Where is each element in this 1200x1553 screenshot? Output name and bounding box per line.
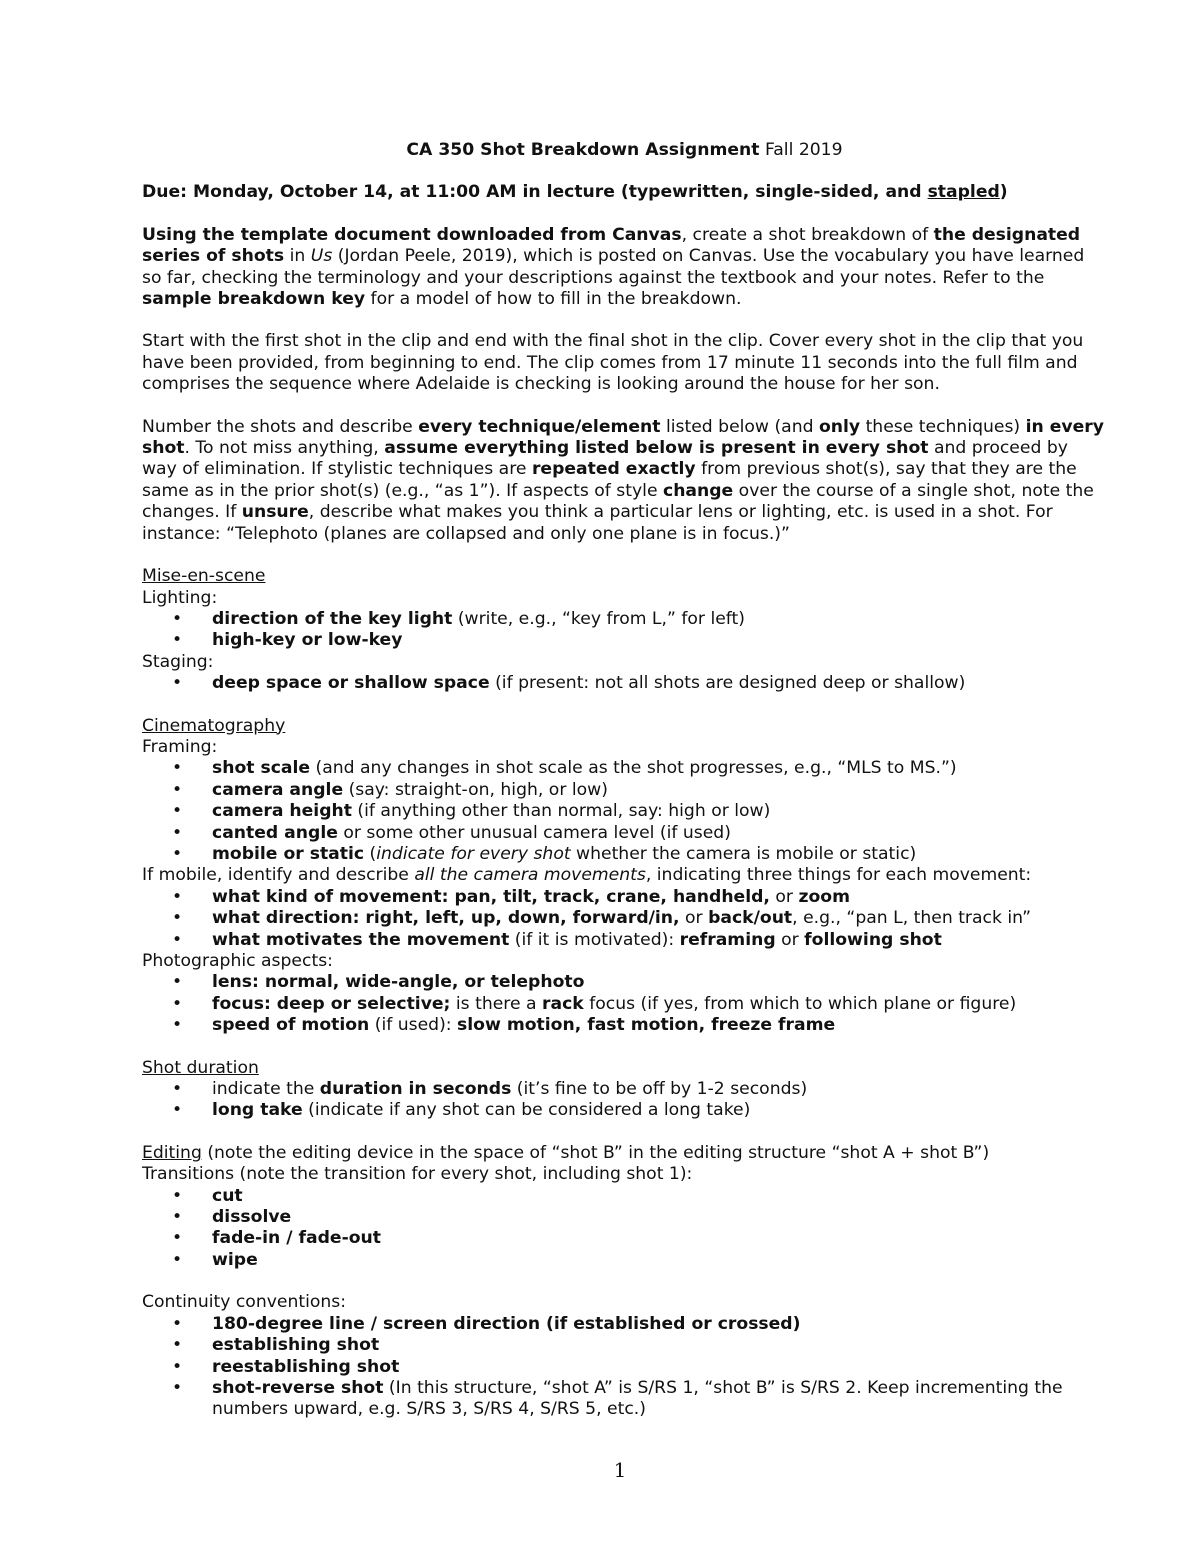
p1-t3: (Jordan Peele, 2019), which is posted on Canvas. Use the vocabulary you have learned so far, checking the terminology and your descriptions against the textbook and your notes. Refer to the: [142, 246, 1085, 288]
list-item: [142, 1015, 1107, 1036]
item-bold: deep space or shallow space: [212, 673, 490, 694]
item-text: (if used):: [369, 1015, 458, 1036]
list-item: [142, 1207, 1107, 1228]
item-bold: establishing shot: [212, 1335, 380, 1356]
bullet-icon: •: [172, 886, 183, 907]
list-item: [142, 1335, 1107, 1356]
item-bold: camera height: [212, 801, 352, 822]
bullet-icon: •: [172, 1249, 183, 1270]
bullet-icon: •: [172, 972, 183, 993]
item-bold: camera angle: [212, 779, 344, 800]
mobile-label: [142, 865, 1107, 886]
editing-heading-line: [142, 1143, 1107, 1164]
p1-b2: the designated series of shots: [142, 224, 1081, 267]
p1-b3: sample breakdown key: [142, 289, 366, 310]
item-bold: back/out: [708, 908, 793, 929]
item-text: indicate the: [212, 1079, 320, 1100]
bullet-icon: •: [172, 1228, 183, 1249]
p3-b2: only: [818, 416, 861, 437]
p3-t8: , describe what makes you think a particular lens or lighting, etc. is used in a shot. For instance: “Telephoto (planes are collapsed and only one plane is in focus.)”: [142, 502, 1053, 544]
item-text: or some other unusual camera level (if used): [337, 822, 731, 843]
p1-t4: for a model of how to fill in the breakdown.: [365, 289, 742, 310]
bullet-icon: •: [172, 843, 183, 864]
item-bold: fade-in / fade-out: [212, 1228, 381, 1249]
editing-note: (note the editing device in the space of “shot B” in the editing structure “shot A + shot B”): [201, 1142, 990, 1163]
item-text: (it’s fine to be off by 1-2 seconds): [511, 1079, 808, 1100]
staging-list: [142, 673, 1107, 694]
item-bold: slow motion, fast motion, freeze frame: [457, 1015, 836, 1036]
bullet-icon: •: [172, 1079, 183, 1100]
item-bold: reestablishing shot: [212, 1356, 400, 1377]
list-item: [142, 908, 1107, 929]
list-item: [142, 1228, 1107, 1249]
title-term: Fall 2019: [759, 140, 843, 160]
p1-b1: Using the template document downloaded from Canvas: [142, 224, 682, 245]
due-close: ): [999, 182, 1008, 203]
item-bold: 180-degree line / screen direction (if established or crossed): [212, 1313, 801, 1334]
item-bold: following shot: [804, 929, 942, 950]
list-item: [142, 630, 1107, 651]
item-bold: what kind of movement: pan, tilt, track, crane, handheld,: [212, 886, 770, 907]
p3-b1: every technique/element: [418, 416, 661, 437]
continuity-label: Continuity conventions:: [142, 1292, 347, 1313]
item-text: (say: straight-on, high, or low): [343, 779, 608, 800]
list-item: [142, 801, 1107, 822]
bullet-icon: •: [172, 1207, 183, 1228]
p3-t5: and proceed by way of elimination. If stylistic techniques are: [142, 438, 1068, 480]
list-item: [142, 1100, 1107, 1121]
bullet-icon: •: [172, 673, 183, 694]
list-item: [142, 1314, 1107, 1335]
editing-heading: Editing: [142, 1142, 202, 1163]
p3-b4: assume everything listed below is present in every shot: [384, 438, 929, 459]
lighting-list: [142, 609, 1107, 652]
bullet-icon: •: [172, 822, 183, 843]
item-text: (indicate if any shot can be considered a long take): [302, 1100, 751, 1121]
item-text: is there a: [450, 993, 543, 1014]
p3-t2: listed below (and: [660, 416, 819, 437]
list-item: [142, 1378, 1107, 1421]
framing-list: [142, 758, 1107, 865]
photographic-list: [142, 972, 1107, 1036]
staging-label: Staging:: [142, 651, 214, 672]
p3-b3: in every shot: [142, 416, 1104, 459]
item-bold: canted angle: [212, 822, 338, 843]
list-item: [142, 823, 1107, 844]
item-bold: what motivates the movement: [212, 929, 510, 950]
item-bold: direction of the key light: [212, 608, 453, 629]
document-title: [142, 140, 1107, 161]
mobile-text: , indicating three things for each movement:: [645, 865, 1032, 886]
item-text: or: [769, 886, 799, 907]
item-bold: zoom: [798, 886, 850, 907]
item-text: (: [364, 843, 377, 864]
instructions-paragraph: [142, 417, 1107, 545]
list-item: [142, 1250, 1107, 1271]
item-bold: what direction: right, left, up, down, forward/in,: [212, 908, 680, 929]
bullet-icon: •: [172, 1377, 183, 1398]
item-bold: speed of motion: [212, 1015, 370, 1036]
p3-t3: these techniques): [860, 416, 1026, 437]
item-text: whether the camera is mobile or static): [570, 843, 917, 864]
bullet-icon: •: [172, 929, 183, 950]
p1-film-title: Us: [310, 246, 333, 267]
list-item: [142, 994, 1107, 1015]
item-text: or: [679, 908, 709, 929]
item-bold: reframing: [679, 929, 776, 950]
list-item: [142, 1186, 1107, 1207]
item-text: (if anything other than normal, say: high or low): [351, 801, 771, 822]
item-bold: mobile or static: [212, 843, 365, 864]
list-item: [142, 1357, 1107, 1378]
item-text: (if present: not all shots are designed deep or shallow): [489, 673, 966, 694]
duration-list: [142, 1079, 1107, 1122]
p3-b6: change: [663, 480, 734, 501]
continuity-list: [142, 1314, 1107, 1421]
cinematography-heading: Cinematography: [142, 715, 286, 736]
list-item: [142, 1079, 1107, 1100]
framing-label: Framing:: [142, 736, 218, 757]
item-text: (In this structure, “shot A” is S/RS 1, “shot B” is S/RS 2. Keep incrementing the numbers upward, e.g. S/RS 3, S/RS 4, S/RS 5, etc.): [212, 1377, 1063, 1420]
page-number: 1: [613, 1458, 627, 1482]
transitions-label: Transitions (note the transition for every shot, including shot 1):: [142, 1164, 693, 1185]
due-stapled: stapled: [927, 182, 1000, 203]
item-text: focus (if yes, from which to which plane or figure): [583, 993, 1017, 1014]
mobile-text: If mobile, identify and describe: [142, 865, 415, 886]
item-bold: wipe: [212, 1249, 258, 1270]
list-item: [142, 844, 1107, 865]
list-item: [142, 673, 1107, 694]
list-item: [142, 758, 1107, 779]
item-bold: dissolve: [212, 1207, 292, 1228]
movement-list: [142, 887, 1107, 951]
p1-t2: in: [284, 246, 311, 267]
transitions-list: [142, 1186, 1107, 1272]
item-bold: focus: deep or selective;: [212, 993, 451, 1014]
mise-heading: Mise-en-scene: [142, 566, 266, 587]
item-bold: rack: [542, 993, 584, 1014]
item-bold: lens: normal, wide-angle, or telephoto: [212, 972, 585, 993]
item-bold: shot-reverse shot: [212, 1377, 384, 1398]
bullet-icon: •: [172, 993, 183, 1014]
item-italic: indicate for every shot: [376, 843, 571, 864]
bullet-icon: •: [172, 1015, 183, 1036]
mobile-italic: all the camera movements: [414, 865, 646, 886]
bullet-icon: •: [172, 1356, 183, 1377]
item-bold: long take: [212, 1100, 303, 1121]
bullet-icon: •: [172, 1335, 183, 1356]
duration-heading: Shot duration: [142, 1057, 259, 1078]
bullet-icon: •: [172, 608, 183, 629]
list-item: [142, 780, 1107, 801]
bullet-icon: •: [172, 758, 183, 779]
bullet-icon: •: [172, 1100, 183, 1121]
photographic-label: Photographic aspects:: [142, 951, 333, 971]
item-text: or: [775, 929, 805, 950]
p3-b7: unsure: [241, 502, 309, 523]
p3-t1: Number the shots and describe: [142, 416, 419, 437]
item-text: (and any changes in shot scale as the shot progresses, e.g., “MLS to MS.”): [310, 758, 957, 779]
p3-t4: . To not miss anything,: [184, 438, 385, 459]
due-line: [142, 182, 1107, 203]
title-bold: CA 350 Shot Breakdown Assignment: [406, 140, 760, 160]
item-text: (write, e.g., “key from L,” for left): [452, 608, 745, 629]
bullet-icon: •: [172, 630, 183, 651]
item-text: (if it is motivated):: [509, 929, 680, 950]
item-bold: high-key or low-key: [212, 630, 403, 651]
document-page: [142, 140, 1107, 1421]
item-bold: shot scale: [212, 758, 311, 779]
clip-paragraph: Start with the first shot in the clip and end with the final shot in the clip. Cover every shot in the clip that you have been provided, from beginning to end. The clip comes from 17 minute 11 seconds into the full film and comprises the sequence where Adelaide is checking is looking around the house for her son.: [142, 331, 1084, 395]
item-bold: cut: [212, 1185, 243, 1206]
list-item: [142, 930, 1107, 951]
bullet-icon: •: [172, 801, 183, 822]
due-text: Due: Monday, October 14, at 11:00 AM in lecture (typewritten, single-sided, and: [142, 182, 928, 203]
list-item: [142, 887, 1107, 908]
p1-t1: , create a shot breakdown of: [681, 224, 934, 245]
item-text: , e.g., “pan L, then track in”: [792, 908, 1032, 929]
bullet-icon: •: [172, 1185, 183, 1206]
bullet-icon: •: [172, 908, 183, 929]
bullet-icon: •: [172, 779, 183, 800]
p3-b5: repeated exactly: [531, 459, 696, 480]
intro-paragraph: [142, 225, 1107, 311]
bullet-icon: •: [172, 1313, 183, 1334]
p3-t6: from previous shot(s), say that they are the same as in the prior shot(s) (e.g., “as 1”). If aspects of style: [142, 459, 1077, 501]
item-bold: duration in seconds: [319, 1079, 512, 1100]
p3-t7: over the course of a single shot, note the changes. If: [142, 480, 1094, 523]
lighting-label: Lighting:: [142, 587, 218, 608]
list-item: [142, 609, 1107, 630]
list-item: [142, 972, 1107, 993]
